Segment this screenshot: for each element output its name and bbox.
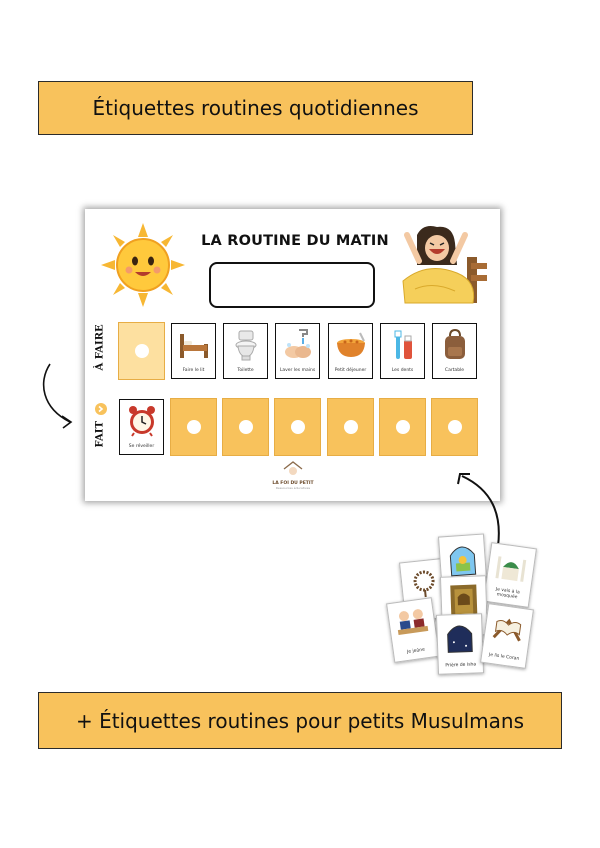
card-label: Laver les mains xyxy=(279,368,316,373)
bottom-title-banner xyxy=(38,692,562,749)
mosque-icon xyxy=(493,550,529,584)
card-se-reveiller[interactable] xyxy=(119,399,164,455)
bottom-title: + Étiquettes routines pour petits Musulmans xyxy=(75,708,525,733)
logo-name: LA FOI DU PETIT xyxy=(272,481,314,486)
done-slot[interactable] xyxy=(274,398,321,456)
window-mosque-icon xyxy=(445,540,479,578)
card-label: Cartable xyxy=(444,368,465,373)
slot-dot xyxy=(344,420,358,434)
card-label: Se réveiller xyxy=(128,444,155,449)
toilet-icon xyxy=(229,328,263,362)
done-slot[interactable] xyxy=(327,398,374,456)
mini-card-quran[interactable] xyxy=(480,603,534,669)
mini-card-night-window[interactable] xyxy=(436,613,484,675)
top-title-banner xyxy=(38,81,473,135)
done-slot[interactable] xyxy=(170,398,217,456)
slot-dot xyxy=(291,420,305,434)
brand-logo xyxy=(265,461,321,497)
row-label-done: FAIT xyxy=(94,421,106,448)
bed-icon xyxy=(177,328,211,362)
top-title: Étiquettes routines quotidiennes xyxy=(92,96,419,120)
quran-icon xyxy=(489,611,527,645)
hand-washing-icon xyxy=(281,328,315,362)
card-label: Faire le lit xyxy=(182,368,205,373)
slot-dot xyxy=(135,344,149,358)
mini-card-label: Je lis le Coran xyxy=(488,652,520,662)
breakfast-bowl-icon xyxy=(334,328,368,362)
card-label: Toilette xyxy=(237,368,254,373)
card-label: Petit déjeuner xyxy=(334,368,367,373)
card-les-dents[interactable] xyxy=(380,323,425,379)
routine-board xyxy=(85,209,500,501)
todo-empty-slot[interactable] xyxy=(118,322,165,380)
name-field[interactable] xyxy=(209,262,375,308)
board-title: LA ROUTINE DU MATIN xyxy=(201,233,389,249)
slot-dot xyxy=(396,420,410,434)
toothbrush-icon xyxy=(386,328,420,362)
slot-dot xyxy=(448,420,462,434)
row-label-todo: À FAIRE xyxy=(94,324,106,371)
sun-icon xyxy=(101,223,185,307)
night-window-icon xyxy=(443,619,476,654)
prayer-beads-icon xyxy=(407,565,442,600)
alarm-clock-icon xyxy=(125,404,159,438)
mini-card-label: Prière de Isha xyxy=(445,662,477,669)
girl-waking-icon xyxy=(397,221,489,309)
family-meal-icon xyxy=(393,605,431,639)
curved-arrow-left-icon xyxy=(38,360,78,432)
mini-card-family-meal[interactable] xyxy=(386,597,440,663)
mini-card-mosque[interactable] xyxy=(483,542,537,608)
mini-card-label: Je jeûne xyxy=(406,647,426,656)
done-slot[interactable] xyxy=(431,398,478,456)
card-petit-dejeuner[interactable] xyxy=(328,323,373,379)
card-toilette[interactable] xyxy=(223,323,268,379)
chevron-right-icon xyxy=(95,403,107,415)
card-label: Les dents xyxy=(391,368,414,373)
slot-dot xyxy=(239,420,253,434)
card-faire-le-lit[interactable] xyxy=(171,323,216,379)
mini-card-label: Je vais à la mosquée xyxy=(495,587,521,601)
card-cartable[interactable] xyxy=(432,323,477,379)
logo-tagline: Ressources éducatives xyxy=(275,486,311,490)
done-slot[interactable] xyxy=(379,398,426,456)
card-laver-les-mains[interactable] xyxy=(275,323,320,379)
backpack-icon xyxy=(438,328,472,362)
done-slot[interactable] xyxy=(222,398,269,456)
slot-dot xyxy=(187,420,201,434)
house-logo-icon xyxy=(282,461,304,477)
